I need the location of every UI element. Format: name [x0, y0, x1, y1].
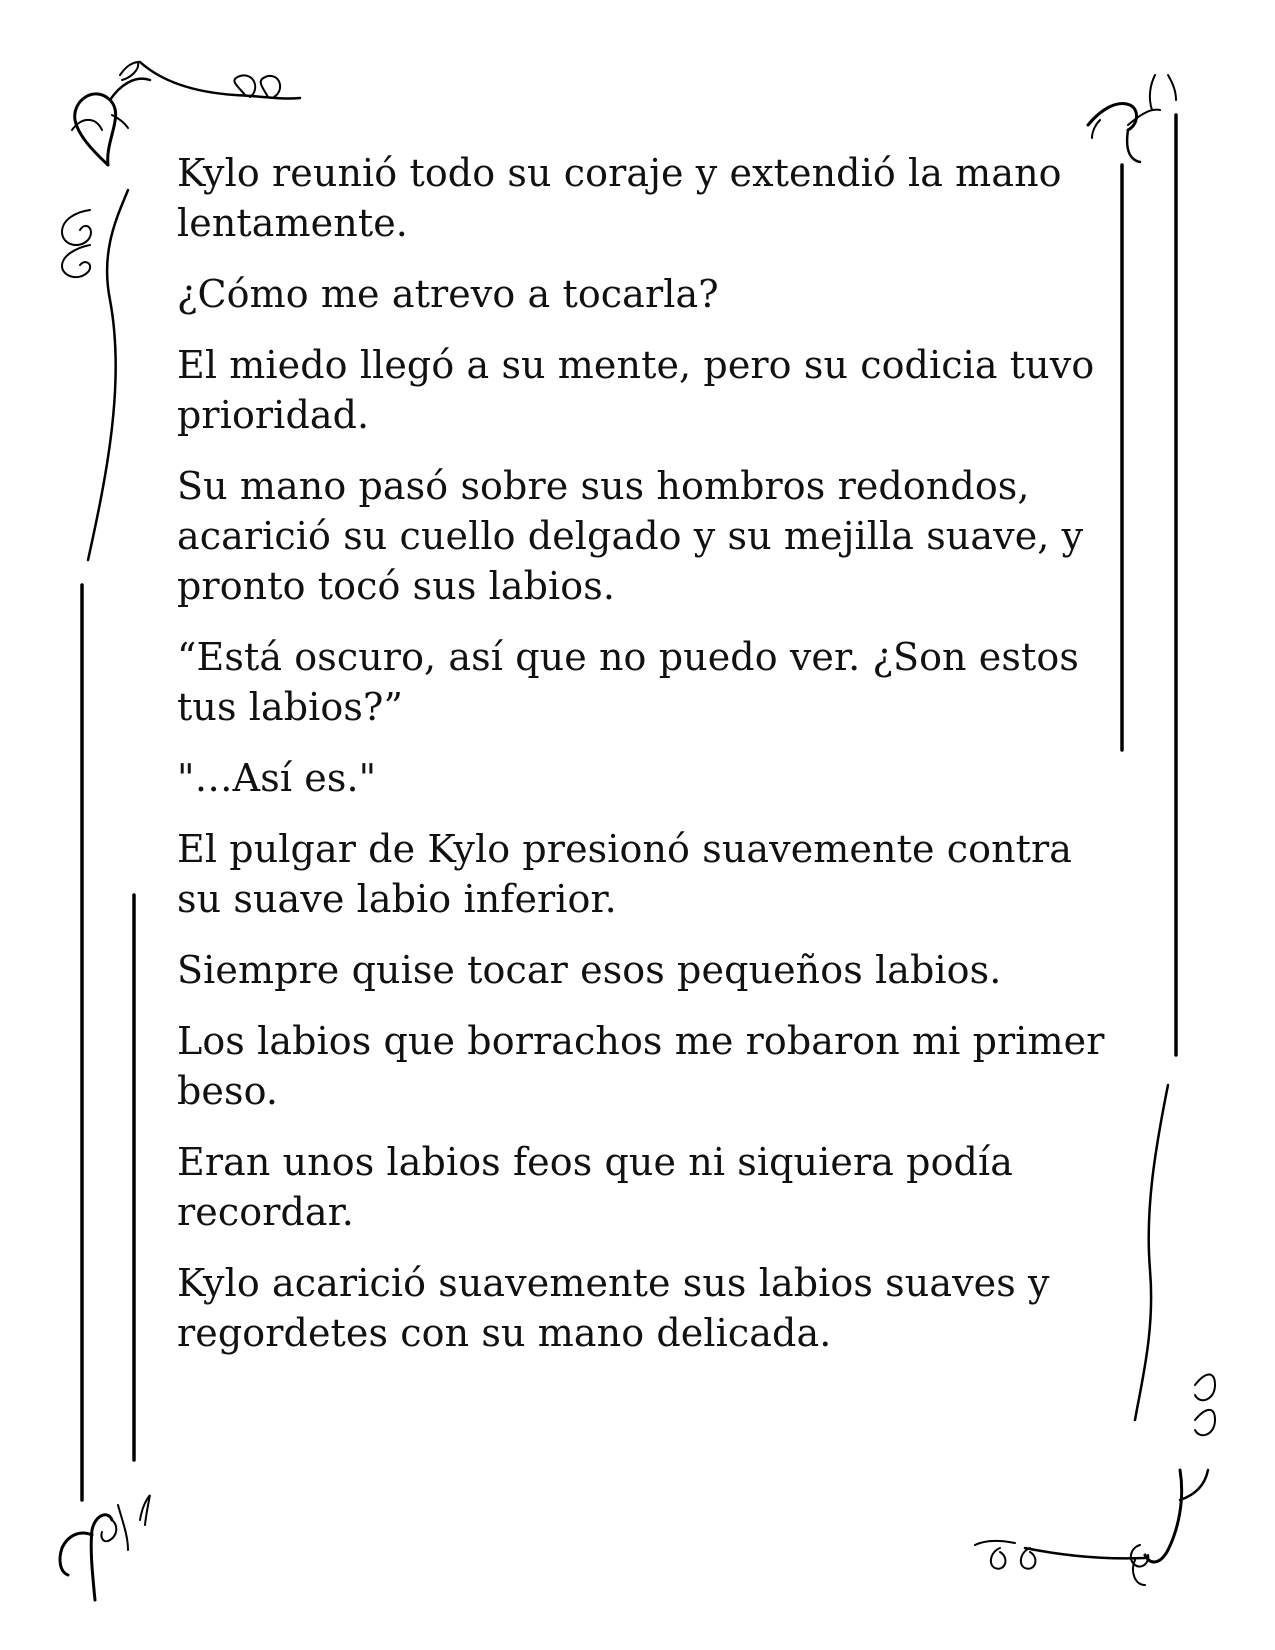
paragraph: Kylo reunió todo su coraje y extendió la mano lentamente.	[177, 151, 1062, 245]
paragraph: Eran unos labios feos que ni siquiera podía recordar.	[177, 1140, 1013, 1234]
paragraph: "…Así es."	[177, 756, 377, 800]
paragraph: El miedo llegó a su mente, pero su codicia tuvo prioridad.	[177, 343, 1095, 437]
paragraph: El pulgar de Kylo presionó suavemente contra su suave labio inferior.	[177, 827, 1073, 921]
paragraph: Siempre quise tocar esos pequeños labios.	[177, 948, 1002, 992]
paragraph: Su mano pasó sobre sus hombros redondos, acarició su cuello delgado y su mejilla suave, y pronto tocó sus labios.	[177, 464, 1084, 608]
bottom-left-flourish-icon	[60, 1495, 150, 1600]
paragraph: Kylo acarició suavemente sus labios suaves y regordetes con su mano delicada.	[177, 1261, 1050, 1355]
paragraph: Los labios que borrachos me robaron mi primer beso.	[177, 1019, 1105, 1113]
paragraph: ¿Cómo me atrevo a tocarla?	[177, 272, 719, 316]
paragraph: “Está oscuro, así que no puedo ver. ¿Son estos tus labios?”	[177, 635, 1079, 729]
story-text	[177, 148, 1117, 1379]
